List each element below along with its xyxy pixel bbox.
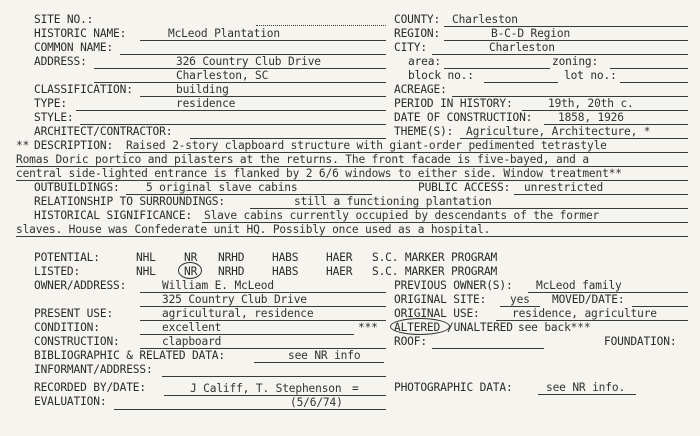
site-no-line (256, 25, 386, 26)
period-value: 19th, 20th c. (548, 97, 634, 110)
recorded-date: (5/6/74) (290, 396, 343, 409)
previous-owner-label: PREVIOUS OWNER(S): (394, 279, 513, 292)
type-line (76, 110, 386, 111)
listed-nrhd: NRHD (218, 265, 245, 278)
owner-label: OWNER/ADDRESS: (34, 279, 127, 292)
public-access-value: unrestricted (524, 181, 604, 194)
listed-nr: NR (184, 265, 198, 278)
construction-value: clapboard (162, 335, 222, 348)
block-line (484, 82, 558, 83)
common-name-label: COMMON NAME: (34, 41, 114, 54)
altered-label: ALTERED (394, 321, 441, 334)
present-use-value: agricultural, residence (162, 307, 314, 320)
classification-label: CLASSIFICATION: (34, 83, 133, 96)
type-value: residence (176, 97, 236, 110)
address-label: ADDRESS: (34, 55, 87, 68)
city-label: CITY: (394, 41, 427, 54)
date-label: DATE OF CONSTRUCTION: (394, 111, 533, 124)
photo-label: PHOTOGRAPHIC DATA: (394, 381, 513, 394)
address-line2: Charleston, SC (176, 69, 269, 82)
condition-label: CONDITION: (34, 321, 100, 334)
altered-circle (390, 318, 450, 335)
owner-address: 325 Country Club Drive (162, 293, 307, 306)
type-label: TYPE: (34, 97, 67, 110)
potential-nhl: NHL (136, 251, 156, 264)
condition-value: excellent (162, 321, 222, 334)
historic-name-line (140, 40, 386, 41)
potential-habs: HABS (272, 251, 299, 264)
evaluation-line (114, 409, 386, 410)
biblio-line (254, 362, 384, 363)
recorded-by: J Califf, T. Stephenson (190, 382, 342, 395)
biblio-value: see NR info (288, 349, 361, 362)
description-line2: Romas Doric portico and pilasters at the returns. The front facade is five-bayed, and a (16, 153, 589, 166)
potential-label: POTENTIAL: (34, 251, 100, 264)
historic-name-value: McLeod Plantation (168, 27, 280, 40)
description-label: DESCRIPTION: (34, 139, 114, 152)
owner-name: William E. McLeod (162, 279, 274, 292)
date-value: 1858, 1926 (558, 111, 624, 124)
site-no-label: SITE NO.: (34, 13, 94, 26)
region-value: B-C-D Region (491, 27, 571, 40)
region-line (444, 40, 688, 41)
listed-label: LISTED: (34, 265, 81, 278)
recorded-dash: = (352, 382, 359, 395)
classification-value: building (176, 83, 229, 96)
style-label: STYLE: (34, 111, 74, 124)
foundation-label: FOUNDATION: (604, 335, 677, 348)
construction-label: CONSTRUCTION: (34, 335, 120, 348)
roof-line (432, 348, 544, 349)
photo-line (538, 394, 636, 395)
informant-label: INFORMANT/ADDRESS: (34, 363, 153, 376)
architect-label: ARCHITECT/CONTRACTOR: (34, 125, 173, 138)
address-line1: 326 Country Club Drive (176, 55, 321, 68)
historic-name-label: HISTORIC NAME: (34, 27, 127, 40)
original-use-value: residence, agriculture (512, 307, 657, 320)
evaluation-label: EVALUATION: (34, 395, 107, 408)
roof-label: ROOF: (394, 335, 427, 348)
surroundings-value: still a functioning plantation (294, 195, 492, 208)
public-access-line (514, 194, 688, 195)
potential-nrhd: NRHD (218, 251, 245, 264)
surroundings-label: RELATIONSHIP TO SURROUNDINGS: (34, 195, 225, 208)
recorded-line (164, 395, 386, 396)
potential-nr: NR (184, 251, 198, 264)
themes-label: THEME(S): (394, 125, 454, 138)
present-use-label: PRESENT USE: (34, 307, 114, 320)
listed-habs: HABS (272, 265, 299, 278)
significance-line2: slaves. House was Confederate unit HQ. Possibly once used as a hospital. (16, 223, 491, 236)
area-label: area: (408, 55, 441, 68)
significance-rule2 (16, 236, 688, 237)
listed-sc-marker: S.C. MARKER PROGRAM (372, 265, 498, 278)
previous-owner-value: McLeod family (536, 279, 622, 292)
description-line3: central side-lighted entrance is flanked by 2 6/6 windows to either side. Window treatment** (16, 167, 622, 180)
address-line2-rule (94, 82, 386, 83)
unaltered-label: /UNALTERED (447, 321, 513, 334)
original-use-label: ORIGINAL USE: (394, 307, 480, 320)
listed-haer: HAER (326, 265, 353, 278)
outbuildings-label: OUTBUILDINGS: (34, 181, 120, 194)
photo-value: see NR info. (546, 381, 626, 394)
original-site-label: ORIGINAL SITE: (394, 293, 487, 306)
description-marker: ** (16, 139, 30, 152)
period-label: PERIOD IN HISTORY: (394, 97, 513, 110)
outbuildings-value: 5 original slave cabins (146, 181, 298, 194)
public-access-label: PUBLIC ACCESS: (418, 181, 511, 194)
see-back-note: see back*** (518, 321, 591, 334)
original-site-value: yes (510, 293, 530, 306)
county-value: Charleston (452, 13, 518, 26)
significance-line1: Slave cabins currently occupied by descendants of the former (204, 209, 600, 222)
county-label: COUNTY: (394, 13, 441, 26)
lot-line (620, 82, 688, 83)
potential-sc-marker: S.C. MARKER PROGRAM (372, 251, 498, 264)
informant-line (162, 376, 386, 377)
moved-label: MOVED/DATE: (552, 293, 625, 306)
listed-nhl: NHL (136, 265, 156, 278)
region-label: REGION: (394, 27, 441, 40)
description-line1: Raised 2-story clapboard structure with giant-order pedimented tetrastyle (126, 139, 607, 152)
biblio-label: BIBLIOGRAPHIC & RELATED DATA: (34, 349, 225, 362)
significance-label: HISTORICAL SIGNIFICANCE: (34, 209, 193, 222)
lot-label: lot no.: (564, 69, 617, 82)
themes-value: Agriculture, Architecture, * (466, 125, 651, 138)
block-label: block no.: (408, 69, 474, 82)
condition-marker: *** (358, 321, 378, 334)
zoning-line (610, 68, 688, 69)
listed-nr-circle (178, 262, 202, 279)
zoning-label: zoning: (552, 55, 599, 68)
city-value: Charleston (489, 41, 555, 54)
recorded-label: RECORDED BY/DATE: (34, 381, 146, 394)
acreage-label: ACREAGE: (394, 83, 447, 96)
potential-haer: HAER (326, 251, 353, 264)
